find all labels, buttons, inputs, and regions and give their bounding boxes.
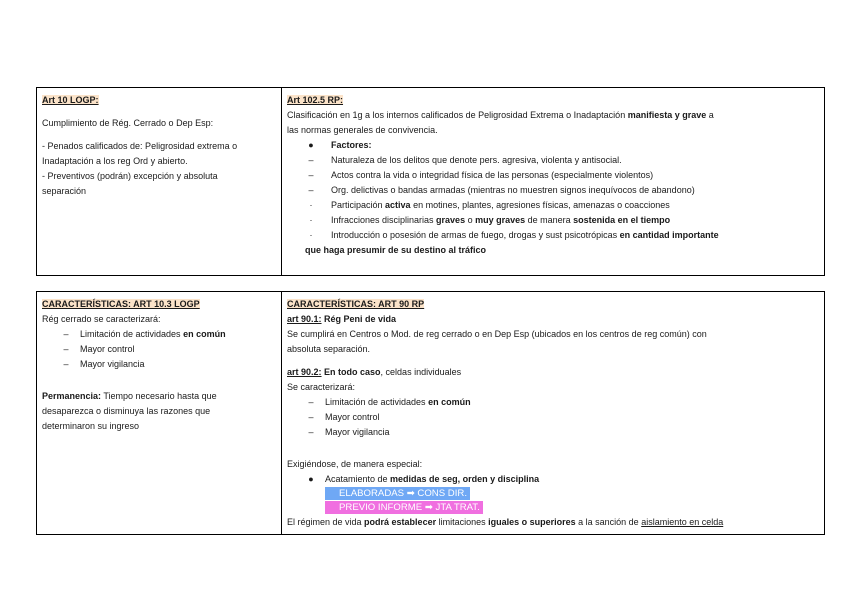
- permanencia-line2: desaparezca o disminuya las razones que: [42, 406, 211, 416]
- factor-item: [287, 168, 820, 183]
- factor-text-part: Introducción o posesión de armas de fuego, drogas y sust psicotrópicas: [331, 230, 620, 240]
- characteristic-text: Mayor control: [325, 412, 380, 422]
- dot-marker-icon: ·: [309, 215, 313, 225]
- characteristic-item: [42, 342, 277, 357]
- dash-marker-icon: –: [63, 359, 69, 369]
- factor-bold: graves: [436, 215, 466, 225]
- factor-bold: activa: [385, 200, 411, 210]
- cell-art10-logp: [37, 88, 282, 276]
- characteristic-text-part: Limitación de actividades: [80, 329, 184, 339]
- art90-1-label: art 90.1:: [287, 314, 322, 324]
- heading-art10-logp: Art 10 LOGP:: [42, 95, 99, 105]
- exigencia-bold: medidas de seg, orden y disciplina: [390, 474, 540, 484]
- regimen-final-part: a la sanción de: [575, 517, 642, 527]
- dash-marker-icon: –: [308, 427, 314, 437]
- art90-2-intro: Se caracterizará:: [287, 382, 356, 392]
- permanencia-text: Tiempo necesario hasta que: [101, 391, 217, 401]
- art90-1-text-line2: absoluta separación.: [287, 344, 371, 354]
- factor-text-part: en motines, plantes, agresiones físicas, amenazas o coacciones: [410, 200, 670, 210]
- regimen-final-bold: podrá establecer: [364, 517, 437, 527]
- art102-para-bold: manifiesta y grave: [627, 110, 707, 120]
- art90-1-text: Se cumplirá en Centros o Mod. de reg cerrado o en Dep Esp (ubicados en los centros de reg común) con: [287, 329, 707, 339]
- art10-line2: Inadaptación a los reg Ord y abierto.: [42, 156, 188, 166]
- regimen-final: [287, 515, 820, 530]
- characteristic-text-part: Limitación de actividades: [325, 397, 429, 407]
- dash-marker-icon: –: [308, 170, 314, 180]
- highlight-previo-informe: PREVIO INFORME ➡ JTA TRAT.: [325, 501, 483, 514]
- factor-text: [317, 213, 670, 228]
- dot-marker-icon: ·: [309, 200, 313, 210]
- dash-marker-icon: –: [308, 397, 314, 407]
- heading-art10-3-logp: CARACTERÍSTICAS: ART 10.3 LOGP: [42, 299, 200, 309]
- characteristic-item: [287, 410, 820, 425]
- permanencia-line3: determinaron su ingreso: [42, 421, 140, 431]
- characteristic-item: [42, 327, 277, 342]
- factor-text: Actos contra la vida o integridad física de las personas (especialmente violentos): [331, 170, 654, 180]
- factor-text: [317, 228, 719, 243]
- art102-para-text-c: a: [706, 110, 714, 120]
- characteristic-item: [42, 357, 277, 372]
- factors-bullet: [287, 138, 820, 153]
- factor-text: [317, 198, 670, 213]
- exigencia-item: [287, 472, 820, 487]
- permanencia-label: Permanencia:: [42, 391, 102, 401]
- factor-bold: que haga presumir de su destino al tráfico: [305, 245, 487, 255]
- characteristic-text: Mayor control: [80, 344, 135, 354]
- characteristic-text: [317, 395, 471, 410]
- art10-line1: - Penados calificados de: Peligrosidad extrema o: [42, 141, 238, 151]
- art90-2: [287, 365, 820, 380]
- characteristic-text: Mayor vigilancia: [80, 359, 145, 369]
- art90-2-text: , celdas individuales: [380, 367, 462, 377]
- factor-bold: muy graves: [475, 215, 526, 225]
- exigencia-text: [317, 472, 539, 487]
- art90-2-bold: En todo caso: [321, 367, 381, 377]
- characteristic-bold: en común: [183, 329, 226, 339]
- regimen-final-underlined: aislamiento en celda: [641, 517, 724, 527]
- art90-1-title: Rég Peni de vida: [321, 314, 397, 324]
- permanencia: [42, 389, 277, 404]
- dot-marker-icon: ·: [309, 230, 313, 240]
- regimen-final-part: El régimen de vida: [287, 517, 365, 527]
- art10-line3: - Preventivos (podrán) excepción y absoluta: [42, 171, 218, 181]
- regimen-final-bold: iguales o superiores: [488, 517, 576, 527]
- characteristic-text: [72, 327, 226, 342]
- factor-item: [287, 198, 820, 213]
- art102-para-text-a: Clasificación en 1g a los internos calificados de Peligrosidad Extrema o Inadaptación: [287, 110, 628, 120]
- dash-marker-icon: –: [308, 155, 314, 165]
- factor-text-part: Participación: [331, 200, 386, 210]
- characteristic-item: [287, 395, 820, 410]
- heading-art102-rp: Art 102.5 RP:: [287, 95, 344, 105]
- cell-art102-rp: [282, 88, 825, 276]
- factor-text: Org. delictivas o bandas armadas (mientras no muestren signos inequívocos de abandono): [331, 185, 695, 195]
- cell-art10-3-logp: [37, 292, 282, 535]
- factor-text-part: Infracciones disciplinarias: [331, 215, 437, 225]
- art102-para-line2: las normas generales de convivencia.: [287, 125, 438, 135]
- exigiendose-text: Exigiéndose, de manera especial:: [287, 459, 423, 469]
- art10-intro: Cumplimiento de Rég. Cerrado o Dep Esp:: [42, 118, 214, 128]
- art102-para: [287, 108, 820, 123]
- factor-item-continuation: [287, 243, 820, 258]
- characteristic-item: [287, 425, 820, 440]
- factor-bold: sostenida en el tiempo: [573, 215, 671, 225]
- factor-text: Naturaleza de los delitos que denote pers. agresiva, violenta y antisocial.: [331, 155, 622, 165]
- dash-marker-icon: –: [308, 185, 314, 195]
- regimen-final-part: limitaciones: [436, 517, 489, 527]
- cell-art90-rp: [282, 292, 825, 535]
- heading-art90-rp: CARACTERÍSTICAS: ART 90 RP: [287, 299, 425, 309]
- factor-bold: en cantidad importante: [619, 230, 719, 240]
- art90-2-label: art 90.2:: [287, 367, 322, 377]
- factor-item: [287, 153, 820, 168]
- factors-label: Factores:: [331, 140, 372, 150]
- bullet-dot-icon: ●: [308, 140, 314, 150]
- factor-item: [287, 183, 820, 198]
- bullet-dot-icon: ●: [308, 474, 314, 484]
- characteristic-bold: en común: [428, 397, 471, 407]
- dash-marker-icon: –: [308, 412, 314, 422]
- exigencia-text-part: Acatamiento de: [325, 474, 391, 484]
- dash-marker-icon: –: [63, 329, 69, 339]
- table-caracteristicas: [36, 291, 825, 535]
- regimen-intro: Rég cerrado se caracterizará:: [42, 314, 161, 324]
- table-art10-art102: [36, 87, 825, 276]
- factor-item: [287, 228, 820, 243]
- characteristic-text: Mayor vigilancia: [325, 427, 390, 437]
- highlight-elaboradas: ELABORADAS ➡ CONS DIR.: [325, 487, 470, 500]
- dash-marker-icon: –: [63, 344, 69, 354]
- factor-text-part: o: [465, 215, 476, 225]
- art90-1: [287, 312, 820, 327]
- factor-text-part: de manera: [525, 215, 574, 225]
- art10-line4: separación: [42, 186, 87, 196]
- factor-item: [287, 213, 820, 228]
